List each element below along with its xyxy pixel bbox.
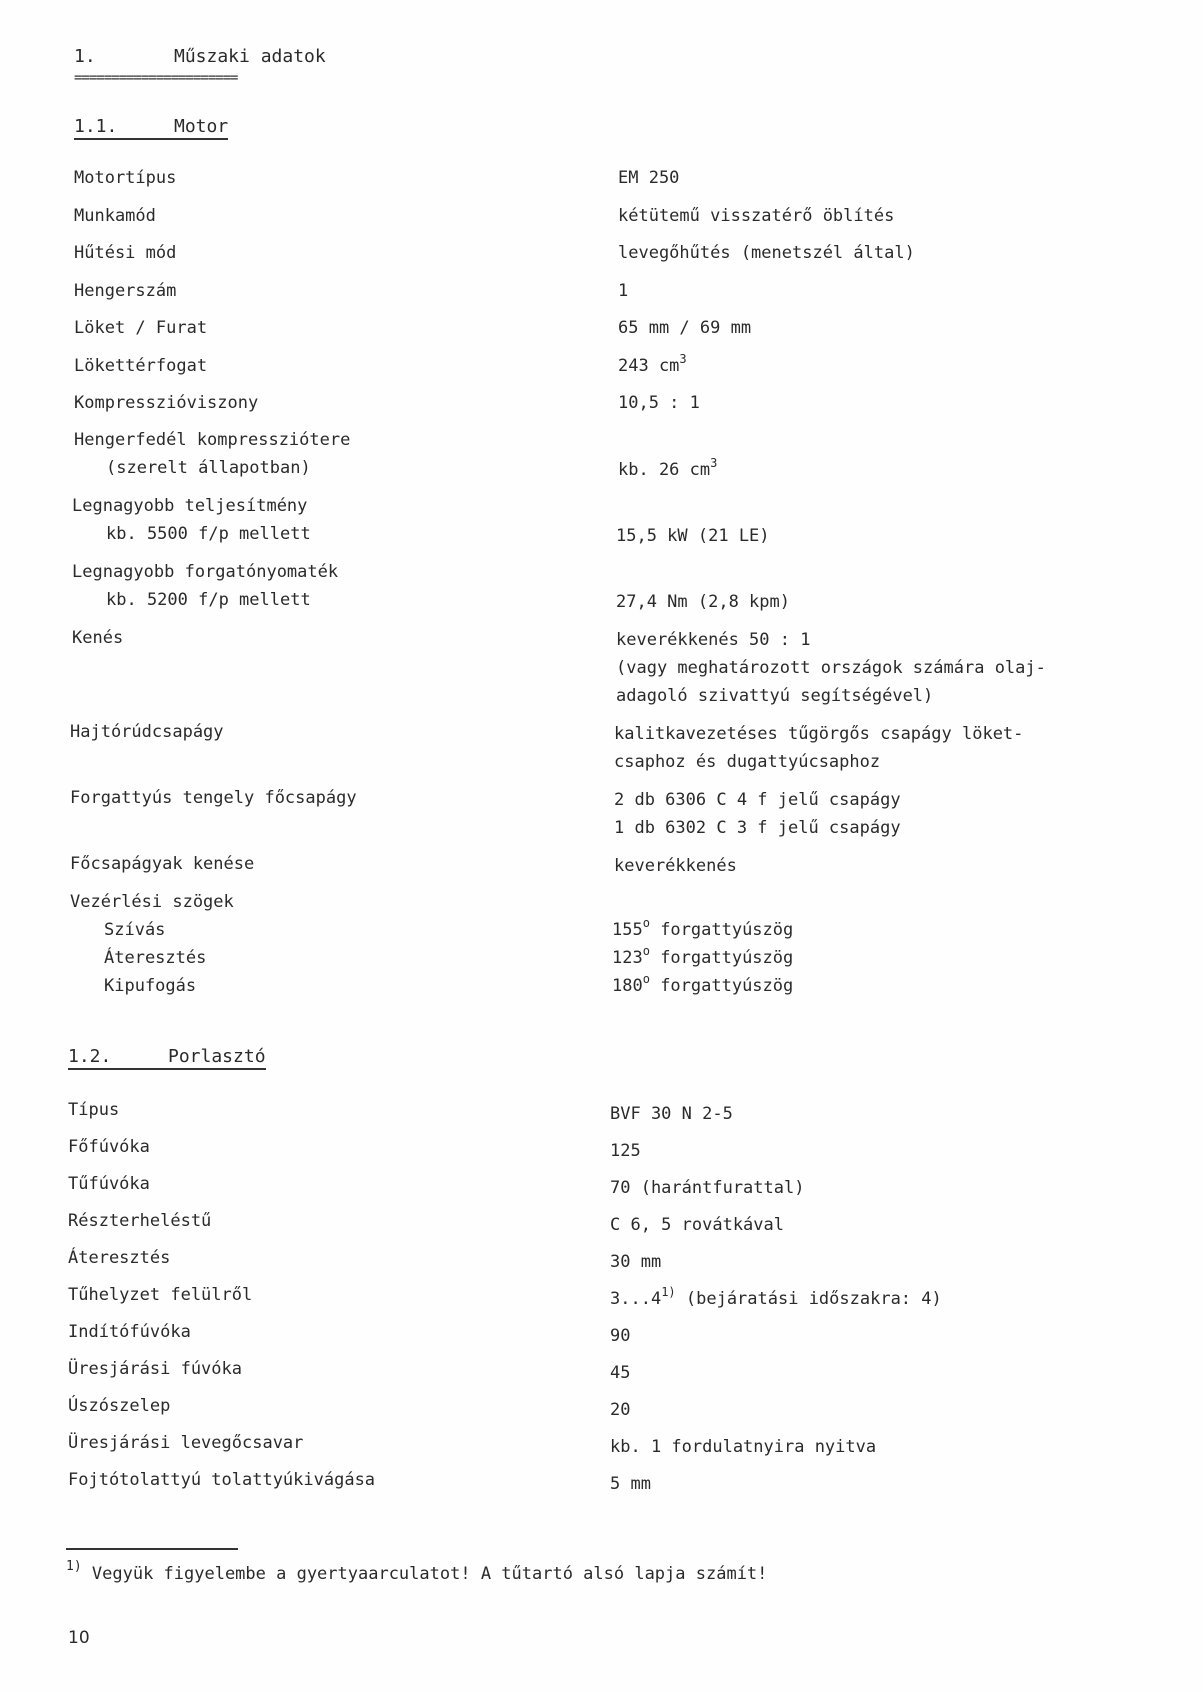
spec-label: Hengerszám (74, 281, 177, 301)
spec-value: 45 (610, 1363, 631, 1383)
spec-label: Főfúvóka (68, 1137, 150, 1157)
spec-label: Indítófúvóka (68, 1322, 191, 1342)
spec-label: Úszószelep (68, 1396, 171, 1416)
spec-value: 2 db 6306 C 4 f jelű csapágy (614, 790, 901, 810)
spec-label: Típus (68, 1100, 120, 1120)
spec-value: BVF 30 N 2-5 (610, 1104, 733, 1124)
spec-value: 10,5 : 1 (618, 393, 700, 413)
spec-label: Fojtótolattyú tolattyúkivágása (68, 1470, 376, 1490)
spec-value: kalitkavezetéses tűgörgős csapágy löket- (614, 724, 1024, 744)
spec-label: Üresjárási levegőcsavar (68, 1433, 304, 1453)
spec-label: Motortípus (74, 168, 177, 188)
timing-label: Kipufogás (104, 976, 197, 996)
spec-value-cont: (vagy meghatározott országok számára olaj- (616, 658, 1046, 678)
spec-label: Főcsapágyak kenése (70, 854, 255, 874)
spec-label: Hajtórúdcsapágy (70, 722, 224, 742)
timing-value: 123$^o$ forgattyúszög (612, 944, 794, 968)
footnote-marker: 1) (66, 1559, 82, 1574)
spec-label: Lökettérfogat (74, 356, 208, 376)
section-1-title: Műszaki adatok (174, 46, 326, 67)
spec-value: 1 (618, 281, 629, 301)
section-12-number: 1.2. (68, 1046, 112, 1067)
spec-label: Forgattyús tengely főcsapágy (70, 788, 357, 808)
timing-label: Szívás (104, 920, 166, 940)
section-1-number: 1. (74, 46, 96, 67)
section-1-double-rule: ====================== (74, 70, 238, 86)
spec-label: Részterheléstű (68, 1211, 212, 1231)
spec-label: Hengerfedél kompressziótere (74, 430, 351, 450)
spec-label: Áteresztés (68, 1248, 171, 1268)
spec-label-sub: kb. 5500 f/p mellett (106, 524, 311, 544)
spec-label: Vezérlési szögek (70, 892, 234, 912)
spec-label: Legnagyobb teljesítmény (72, 496, 308, 516)
section-11-number: 1.1. (74, 116, 118, 137)
section-1-heading (74, 46, 326, 67)
spec-label-sub: kb. 5200 f/p mellett (106, 590, 311, 610)
spec-value: 3...4$^{1)}$ (bejáratási időszakra: 4) (610, 1285, 942, 1309)
timing-value: 180$^o$ forgattyúszög (612, 972, 794, 996)
footnote-rule (66, 1548, 238, 1550)
spec-value: 20 (610, 1400, 631, 1420)
spec-label: Tűfúvóka (68, 1174, 150, 1194)
spec-label: Kenés (72, 628, 124, 648)
spec-value: keverékkenés 50 : 1 (616, 630, 811, 650)
spec-value: 125 (610, 1141, 641, 1161)
spec-label: Legnagyobb forgatónyomaték (72, 562, 339, 582)
page-number: 10 (68, 1628, 90, 1648)
timing-label: Áteresztés (104, 948, 207, 968)
spec-value: kétütemű visszatérő öblítés (618, 206, 895, 226)
spec-value-cont: adagoló szivattyú segítségével) (616, 686, 934, 706)
spec-label: Löket / Furat (74, 318, 208, 338)
spec-value: 27,4 Nm (2,8 kpm) (616, 592, 790, 612)
spec-value: 30 mm (610, 1252, 662, 1272)
section-12-title: Porlasztó (168, 1046, 266, 1067)
spec-label: Hűtési mód (74, 243, 177, 263)
spec-label-sub: (szerelt állapotban) (106, 458, 311, 478)
section-12-heading (68, 1046, 266, 1070)
spec-value: 15,5 kW (21 LE) (616, 526, 770, 546)
section-11-title: Motor (174, 116, 229, 137)
spec-label: Munkamód (74, 206, 156, 226)
spec-label: Kompresszióviszony (74, 393, 259, 413)
timing-value: 155$^o$ forgattyúszög (612, 916, 794, 940)
spec-value: 243 $cm^3$ (618, 352, 687, 376)
spec-value: 90 (610, 1326, 631, 1346)
spec-value: EM 250 (618, 168, 680, 188)
spec-label: Üresjárási fúvóka (68, 1359, 242, 1379)
spec-value: 65 mm / 69 mm (618, 318, 752, 338)
spec-value: levegőhűtés (menetszél által) (618, 243, 915, 263)
spec-value: 70 (harántfurattal) (610, 1178, 805, 1198)
footnote (66, 1559, 768, 1584)
spec-value: C 6, 5 rovátkával (610, 1215, 784, 1235)
footnote-text: Vegyük figyelembe a gyertyaarculatot! A tűtartó alsó lapja számít! (81, 1564, 768, 1584)
spec-value: 5 mm (610, 1474, 651, 1494)
section-11-heading (74, 116, 228, 140)
spec-value-cont: 1 db 6302 C 3 f jelű csapágy (614, 818, 901, 838)
spec-value: kb. 1 fordulatnyira nyitva (610, 1437, 877, 1457)
spec-value-cont: csaphoz és dugattyúcsaphoz (614, 752, 881, 772)
spec-label: Tűhelyzet felülről (68, 1285, 253, 1305)
spec-value: keverékkenés (614, 856, 737, 876)
spec-value: kb. 26 $cm^3$ (618, 456, 718, 480)
